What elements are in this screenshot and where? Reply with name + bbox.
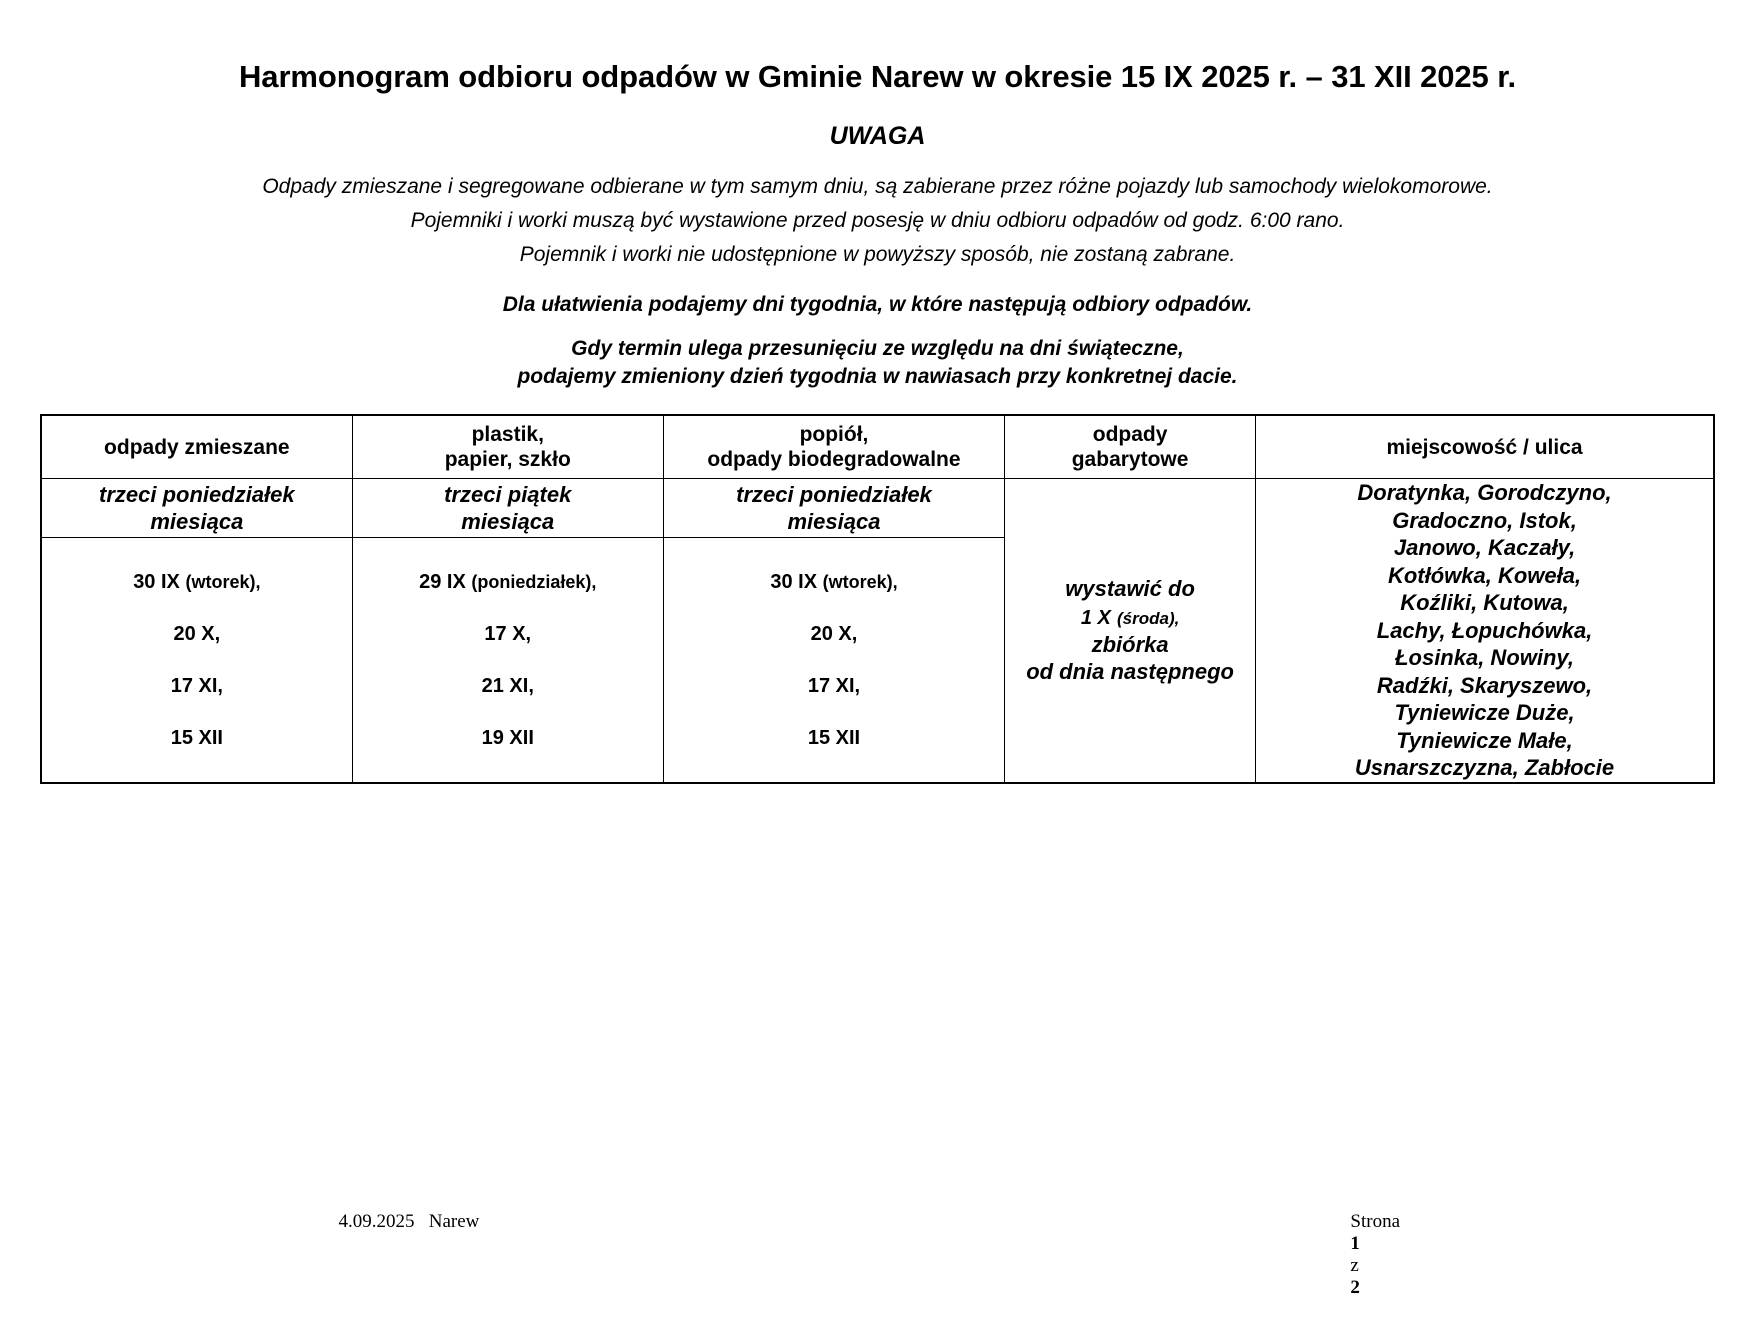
date-weekday-note: (poniedziałek),	[471, 572, 597, 593]
column-header-mixed-waste	[41, 415, 352, 479]
column-header-ash-bio	[663, 415, 1004, 479]
day-rule-mixed	[41, 479, 352, 538]
date-value: 17 XI,	[807, 675, 861, 698]
column-header-plastic-line2: papier, szkło	[444, 448, 571, 472]
locality-line: Lachy, Łopuchówka,	[1376, 617, 1593, 643]
page-title: Harmonogram odbioru odpadów w Gminie Narew w okresie 15 IX 2025 r. – 31 XII 2025 r.	[239, 59, 1516, 94]
bulky-line2	[1005, 603, 1255, 631]
day-rule-ash-line2: miesiąca	[787, 509, 881, 535]
bulky-line1: wystawić do	[1065, 576, 1195, 602]
date-value: 15 XII	[170, 727, 223, 750]
notice-line-1: Odpady zmieszane i segregowane odbierane w tym samym dniu, są zabierane przez różne pojazdy lub samochody wielokomorowe.	[262, 175, 1493, 199]
date-weekday-note: (wtorek),	[822, 572, 898, 593]
column-header-bulky-waste	[1005, 415, 1256, 479]
locality-line: Doratynka, Gorodczyno,	[1357, 480, 1612, 506]
date-item	[359, 608, 657, 660]
locality-line: Łosinka, Nowiny,	[1395, 645, 1574, 671]
date-item	[670, 712, 998, 764]
date-item	[670, 608, 998, 660]
locality-line: Janowo, Kaczały,	[1393, 535, 1576, 561]
locality-line: Gradoczno, Istok,	[1392, 507, 1577, 533]
dates-list-plastic	[353, 544, 663, 776]
footer-right	[1322, 1189, 1400, 1321]
date-value: 20 X,	[810, 623, 858, 646]
notice-heading: UWAGA	[829, 122, 926, 151]
bulky-waste-cell	[1005, 479, 1256, 783]
date-weekday-note: (wtorek),	[185, 572, 261, 593]
day-rule-plastic-line2: miesiąca	[461, 509, 555, 535]
date-item	[359, 556, 657, 608]
bulky-line3: zbiórka	[1091, 631, 1169, 657]
schedule-table-wrapper	[40, 414, 1715, 784]
locality-line: Kotłówka, Koweła,	[1387, 562, 1582, 588]
date-value: 30 IX	[770, 571, 818, 594]
dates-cell-mixed	[41, 538, 352, 783]
notice-block	[0, 121, 1755, 392]
column-header-bulky-line2: gabarytowe	[1071, 448, 1189, 472]
footer-page-total: 2	[1350, 1277, 1360, 1298]
locality-line: Usnarszczyzna, Zabłocie	[1354, 755, 1615, 781]
locality-line: Tyniewicze Małe,	[1396, 727, 1573, 753]
locality-cell	[1256, 479, 1714, 783]
day-rule-ash-line1: trzeci poniedziałek	[736, 481, 932, 507]
footer-date: 4.09.2025	[338, 1211, 415, 1232]
footer-place: Narew	[428, 1211, 480, 1232]
date-value: 15 XII	[807, 727, 861, 750]
bulky-date: 1 X	[1080, 606, 1111, 629]
bulky-line4: od dnia następnego	[1026, 659, 1234, 685]
dates-cell-ash	[663, 538, 1004, 783]
page-footer	[0, 1189, 1755, 1298]
date-item	[359, 660, 657, 712]
notice-spacer-1	[0, 272, 1755, 288]
column-header-bulky-line1: odpady	[1092, 422, 1168, 446]
notice-line-5b: podajemy zmieniony dzień tygodnia w nawiasach przy konkretnej dacie.	[517, 365, 1238, 389]
date-item	[48, 712, 346, 764]
date-item	[670, 660, 998, 712]
date-value: 19 XII	[481, 727, 534, 750]
date-value: 29 IX	[419, 571, 466, 594]
date-value: 20 X,	[173, 623, 221, 646]
table-header-row	[41, 415, 1714, 479]
date-value: 21 XI,	[481, 675, 534, 698]
column-header-plastic-paper-glass	[352, 415, 663, 479]
bulky-weekday: (środa),	[1117, 608, 1180, 628]
dates-cell-plastic	[352, 538, 663, 783]
locality-line: Koźliki, Kutowa,	[1400, 590, 1569, 616]
footer-page-number: 1	[1350, 1233, 1360, 1254]
day-rule-plastic	[352, 479, 663, 538]
date-item	[48, 556, 346, 608]
notice-line-3: Pojemnik i worki nie udostępnione w powyższy sposób, nie zostaną zabrane.	[519, 243, 1236, 267]
column-header-mixed-waste-label: odpady zmieszane	[104, 435, 290, 459]
column-header-ash-line1: popiół,	[799, 422, 869, 446]
schedule-table	[40, 414, 1715, 784]
date-value: 30 IX	[133, 571, 180, 594]
notice-spacer-2	[0, 323, 1755, 335]
notice-line-2: Pojemniki i worki muszą być wystawione przed posesję w dniu odbioru odpadów od godz. 6:00 rano.	[410, 209, 1345, 233]
footer-page-of: z	[1350, 1255, 1359, 1276]
footer-left	[310, 1189, 479, 1255]
column-header-locality	[1256, 415, 1714, 479]
day-rule-mixed-line1: trzeci poniedziałek	[99, 481, 295, 507]
day-rule-ash	[663, 479, 1004, 538]
date-item	[48, 660, 346, 712]
date-item	[359, 712, 657, 764]
notice-line-4: Dla ułatwienia podajemy dni tygodnia, w które następują odbiory odpadów.	[502, 293, 1253, 317]
column-header-plastic-line1: plastik,	[471, 422, 544, 446]
date-item	[48, 608, 346, 660]
table-row-day-rules	[41, 479, 1714, 538]
locality-line: Radźki, Skaryszewo,	[1376, 672, 1593, 698]
column-header-ash-line2: odpady biodegradowalne	[707, 448, 961, 472]
date-value: 17 XI,	[170, 675, 223, 698]
date-item	[670, 556, 998, 608]
day-rule-mixed-line2: miesiąca	[150, 509, 244, 535]
dates-list-mixed	[42, 544, 352, 776]
dates-list-ash	[664, 544, 1004, 776]
notice-line-5a: Gdy termin ulega przesunięciu ze względu na dni świąteczne,	[571, 336, 1184, 360]
locality-line: Tyniewicze Duże,	[1394, 700, 1575, 726]
column-header-locality-label: miejscowość / ulica	[1386, 435, 1583, 459]
date-value: 17 X,	[484, 623, 532, 646]
footer-page-label: Strona	[1350, 1211, 1400, 1232]
day-rule-plastic-line1: trzeci piątek	[444, 481, 572, 507]
